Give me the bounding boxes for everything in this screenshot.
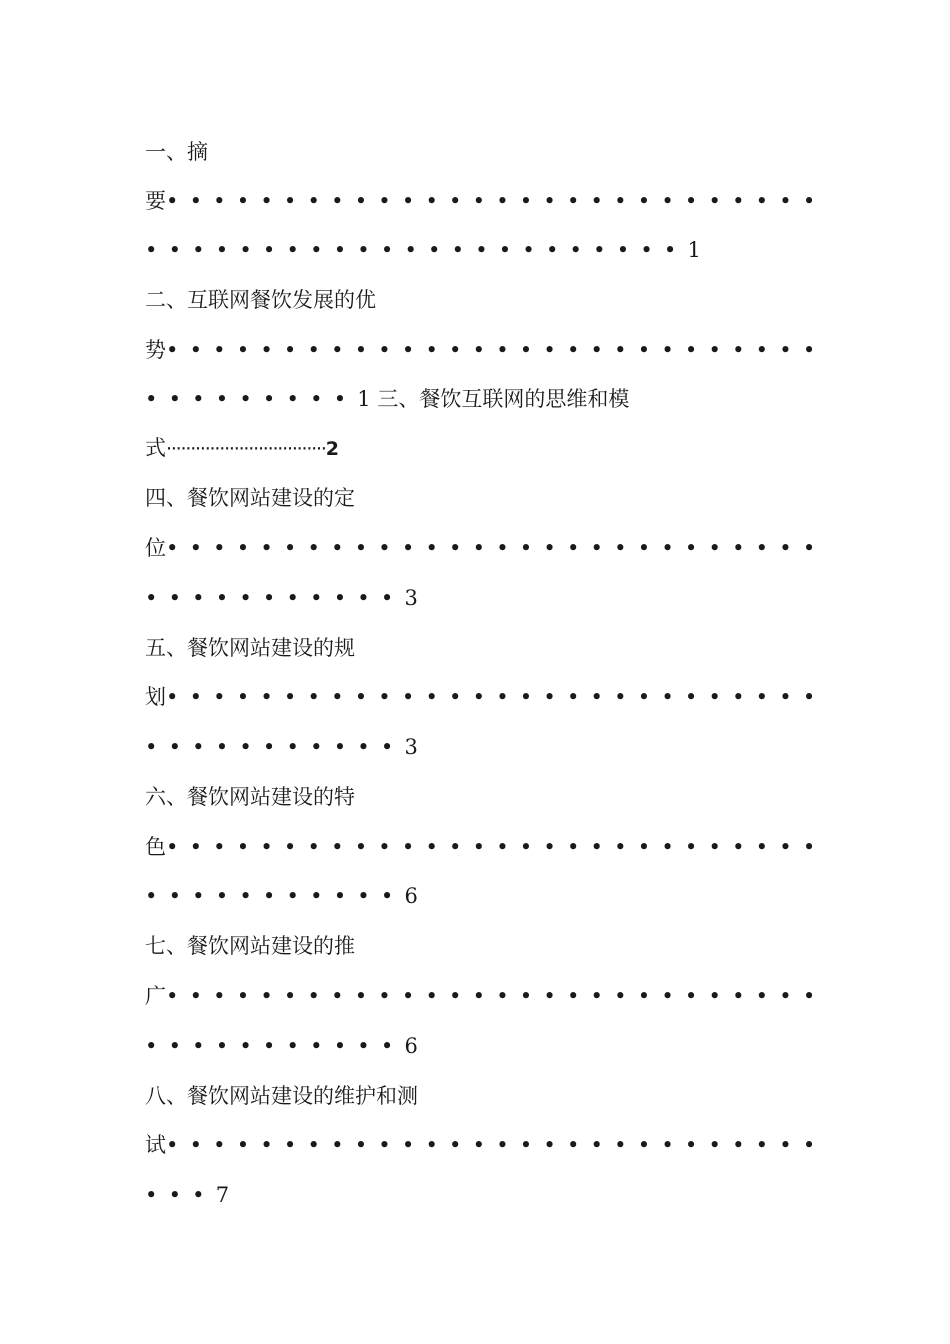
- page-number: 6: [404, 1034, 418, 1058]
- toc-text: 四、餐饮网站建设的定: [145, 486, 355, 510]
- toc-entry-4-leader: [145, 532, 827, 564]
- toc-text: 式: [145, 436, 166, 460]
- dot-leader: ••••••••••••••••••••••••••••: [166, 685, 827, 709]
- page-number: 3: [404, 735, 418, 759]
- toc-text: 试: [145, 1133, 166, 1157]
- toc-text: 1 三、餐饮互联网的思维和模: [357, 387, 630, 411]
- dot-leader: •••••••••••: [145, 586, 405, 610]
- toc-text: 色: [145, 835, 166, 859]
- toc-entry-7-leader: [145, 980, 827, 1012]
- toc-text: 八、餐饮网站建设的维护和测: [145, 1084, 418, 1108]
- toc-text: 二、互联网餐饮发展的优: [145, 288, 376, 312]
- toc-entry-4-title: [145, 482, 805, 514]
- dot-leader: •••••••••••: [145, 884, 405, 908]
- toc-text: 七、餐饮网站建设的推: [145, 934, 355, 958]
- toc-entry-7-page: [145, 1030, 805, 1062]
- toc-entry-8-title: [145, 1080, 805, 1112]
- dot-leader: •••: [145, 1183, 216, 1207]
- dot-leader: ••••••••••••••••••••••••••••: [166, 835, 827, 859]
- page-number: 2: [325, 438, 339, 460]
- dot-leader: ••••••••••••••••••••••••••••: [166, 189, 827, 213]
- toc-entry-2-title: [145, 284, 805, 316]
- dot-leader: •••••••••••: [145, 735, 405, 759]
- dot-leader: ••••••••••••••••••••••••••••: [166, 984, 827, 1008]
- page-number: 7: [215, 1183, 230, 1207]
- dot-leader: •••••••••••••••••••••••: [145, 238, 688, 262]
- dot-leader: ·································: [166, 438, 326, 460]
- page-number: 1: [687, 238, 701, 262]
- dot-leader: •••••••••••: [145, 1034, 405, 1058]
- dot-leader: ••••••••••••••••••••••••••••: [166, 338, 827, 362]
- toc-text: 要: [145, 189, 166, 213]
- toc-text: 划: [145, 685, 166, 709]
- toc-entry-8-leader: [145, 1129, 827, 1161]
- toc-text: 位: [145, 536, 166, 560]
- dot-leader: ••••••••••••••••••••••••••••: [166, 536, 827, 560]
- dot-leader: ••••••••••••••••••••••••••••: [166, 1133, 827, 1157]
- dot-leader: •••••••••: [145, 387, 358, 411]
- toc-entry-1-leader: [145, 185, 827, 217]
- toc-entry-1-title: [145, 136, 805, 168]
- toc-entry-1-page: [145, 234, 805, 266]
- toc-entry-2-leader: [145, 334, 827, 366]
- toc-text: 六、餐饮网站建设的特: [145, 785, 355, 809]
- toc-entry-6-leader: [145, 831, 827, 863]
- page-number: 3: [404, 586, 418, 610]
- page-number: 6: [404, 884, 418, 908]
- toc-entry-5-title: [145, 632, 805, 664]
- toc-text: 五、餐饮网站建设的规: [145, 636, 355, 660]
- toc-entry-6-page: [145, 880, 805, 912]
- toc-text: 广: [145, 984, 166, 1008]
- toc-entry-7-title: [145, 930, 805, 962]
- toc-entry-5-leader: [145, 681, 827, 713]
- toc-text: 势: [145, 338, 166, 362]
- toc-text: 一、摘: [145, 140, 208, 164]
- toc-entry-6-title: [145, 781, 805, 813]
- toc-entry-5-page: [145, 731, 805, 763]
- toc-entry-4-page: [145, 582, 805, 614]
- toc-entry-8-page: [145, 1179, 805, 1211]
- toc-entry-3-leader: [145, 432, 805, 464]
- toc-entry-2-page: [145, 383, 805, 415]
